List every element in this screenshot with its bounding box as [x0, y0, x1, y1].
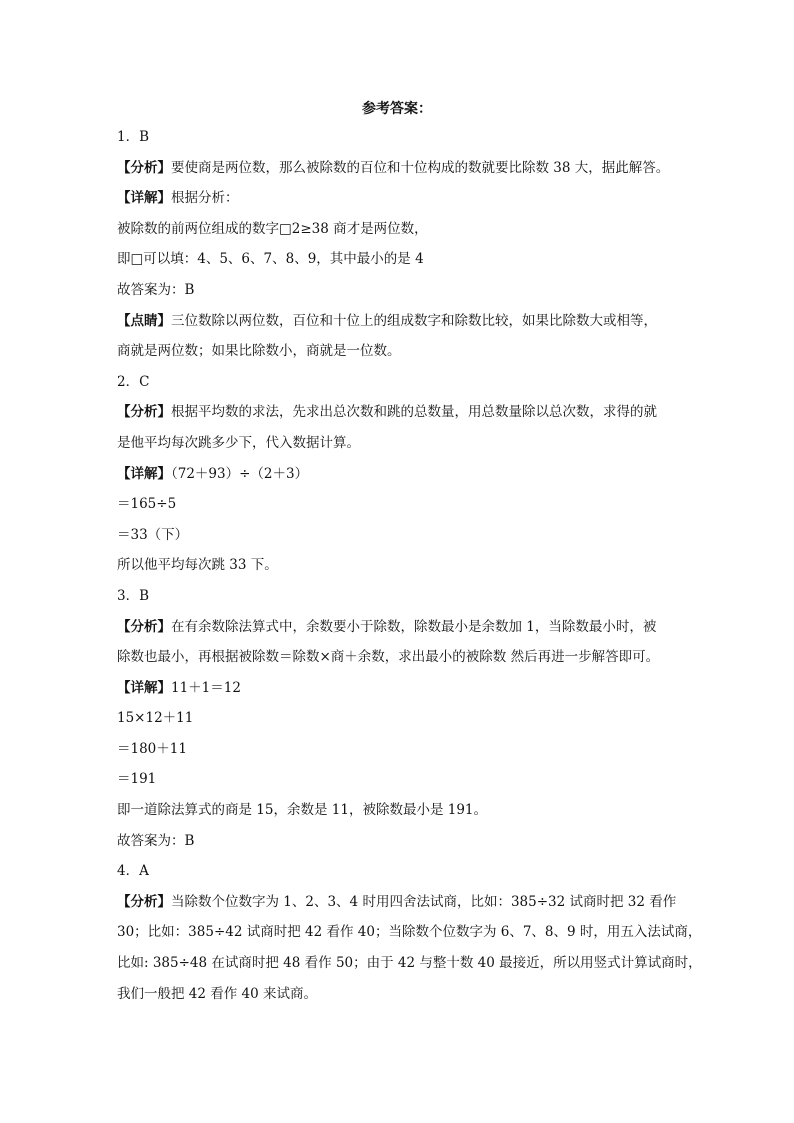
answer-line — [117, 122, 697, 153]
answer-line — [117, 948, 702, 979]
answer-line — [117, 917, 702, 948]
answer-line — [117, 275, 697, 306]
answer-line — [117, 367, 697, 398]
line-text: ＝33（下） — [117, 526, 189, 543]
answer-line — [117, 673, 697, 704]
answer-line — [117, 306, 697, 337]
answer-lines — [117, 122, 702, 1009]
line-text: 被除数的前两位组成的数字□2≥38 商才是两位数， — [117, 220, 428, 237]
line-text: 比如: 385÷48 在试商时把 48 看作 50；由于 42 与整十数 40 最接近，所以用竖式计算试商时， — [117, 955, 702, 972]
line-text: 根据平均数的求法，先求出总次数和跳的总数量，用总数量除以总次数，求得的就 — [171, 404, 657, 421]
line-text: ＝191 — [117, 771, 157, 788]
line-text: 即□可以填：4、5、6、7、8、9，其中最小的是 4 — [117, 251, 424, 268]
line-text: 三位数除以两位数，百位和十位上的组成数字和除数比较，如果比除数大或相等， — [171, 312, 657, 329]
line-text: ＝165÷5 — [117, 496, 177, 513]
line-text: 1．B — [117, 129, 150, 145]
answer-line — [117, 459, 697, 490]
line-text: 是他平均每次跳多少下，代入数据计算。 — [117, 434, 360, 451]
answer-line — [117, 336, 697, 367]
section-tag: 【详解】 — [117, 679, 171, 696]
answer-line — [117, 397, 697, 428]
line-text: 30；比如：385÷42 试商时把 42 看作 40；当除数个位数字为 6、7、8、9 时，用五入法试商， — [117, 924, 702, 941]
section-tag: 【详解】 — [117, 190, 171, 207]
line-text: 根据分析： — [171, 190, 239, 207]
line-text: 我们一般把 42 看作 40 来试商。 — [117, 985, 318, 1002]
answer-line — [117, 489, 697, 520]
line-text: 所以他平均每次跳 33 下。 — [117, 557, 278, 574]
answer-line — [117, 887, 697, 918]
answer-line — [117, 642, 697, 673]
answer-line — [117, 612, 697, 643]
line-text: ＝180＋11 — [117, 740, 187, 757]
answer-line — [117, 734, 697, 765]
answer-line — [117, 979, 697, 1010]
answer-line — [117, 153, 697, 184]
answer-line — [117, 826, 697, 857]
line-text: 在有余数除法算式中，余数要小于除数，除数最小是余数加 1，当除数最小时，被 — [171, 618, 657, 635]
line-text: 除数也最小，再根据被除数＝除数×商＋余数，求出最小的被除数 然后再进一步解答即可。 — [117, 649, 660, 666]
answer-line — [117, 856, 697, 887]
page-title: 参考答案： — [362, 101, 432, 117]
answer-line — [117, 520, 697, 551]
answer-line — [117, 244, 697, 275]
answer-line — [117, 703, 697, 734]
line-text: 即一道除法算式的商是 15，余数是 11，被除数最小是 191。 — [117, 802, 487, 819]
line-text: 2．C — [117, 373, 150, 390]
line-text: （72＋93）÷（2＋3） — [171, 465, 309, 482]
answer-line — [117, 764, 697, 795]
line-text: 11＋1＝12 — [171, 679, 241, 696]
line-text: 故答案为：B — [117, 281, 195, 298]
section-tag: 【分析】 — [117, 159, 171, 176]
line-text: 3．B — [117, 587, 150, 604]
line-text: 要使商是两位数，那么被除数的百位和十位构成的数就要比除数 38 大，据此解答。 — [171, 159, 670, 176]
line-text: 4．A — [117, 863, 149, 880]
line-text: 商就是两位数；如果比除数小，商就是一位数。 — [117, 343, 401, 360]
answer-line — [117, 428, 697, 459]
line-text: 当除数个位数字为 1、2、3、4 时用四舍法试商，比如：385÷32 试商时把 32 看作 — [171, 893, 677, 910]
section-tag: 【详解】 — [117, 465, 171, 482]
line-text: 故答案为：B — [117, 832, 195, 849]
section-tag: 【分析】 — [117, 618, 171, 635]
answer-line — [117, 795, 697, 826]
answer-line — [117, 581, 697, 612]
answer-line — [117, 183, 697, 214]
line-text: 15×12＋11 — [117, 710, 194, 727]
answer-line — [117, 214, 697, 245]
section-tag: 【分析】 — [117, 893, 171, 910]
answer-line — [117, 550, 697, 581]
section-tag: 【点睛】 — [117, 312, 171, 329]
section-tag: 【分析】 — [117, 404, 171, 421]
